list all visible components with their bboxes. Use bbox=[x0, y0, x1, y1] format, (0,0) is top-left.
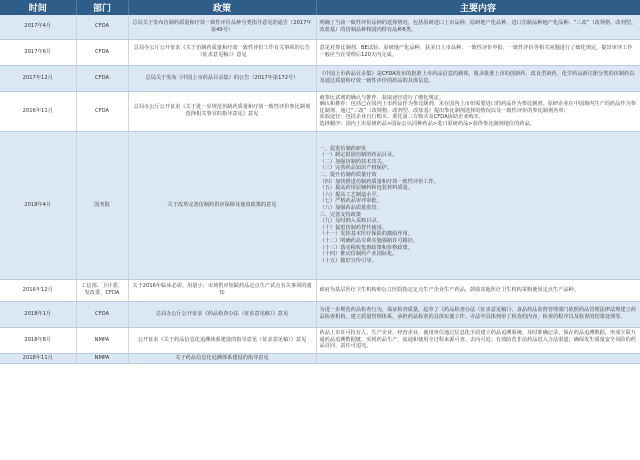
cell-time: 2018年1月 bbox=[0, 301, 76, 327]
cell-content bbox=[316, 353, 640, 363]
cell-content: 政府为基层医疗卫生机构和公立医院指定定点生产企业生产药品，鼓励其他医疗卫生机构采购使用定点生产品种。 bbox=[316, 279, 640, 301]
table-header bbox=[0, 0, 640, 15]
table-row bbox=[0, 65, 640, 91]
table-row bbox=[0, 279, 640, 301]
cell-policy: 总局办公厅公开征求《关于仿制药质量和疗效一致性评价工作有关事项的公告（征求意见稿）》意见 bbox=[128, 39, 316, 65]
cell-policy: 总局办公厅公开征求《关于进一步规范仿制药质量和疗效一致性评价参比制剂选择相关事宜的指导意见》意见 bbox=[128, 91, 316, 131]
header-department: 部门 bbox=[76, 0, 128, 15]
table-row bbox=[0, 131, 640, 279]
cell-policy: 关于药品信息化追溯体系建设的指导意见 bbox=[128, 353, 316, 363]
cell-department: CFDA bbox=[76, 15, 128, 39]
cell-time: 2016年12月 bbox=[0, 279, 76, 301]
cell-policy: 公开征求《关于药品信息化追溯体系建设的指导意见（征求意见稿）》意见 bbox=[128, 327, 316, 353]
cell-department: CFDA bbox=[76, 91, 128, 131]
header-content: 主要内容 bbox=[316, 0, 640, 15]
cell-policy: 总局关于发布《中国上市药品目录集》的公告（2017年第172号） bbox=[128, 65, 316, 91]
cell-policy: 关于2016年临床必需、用量小、市场供应短缺药品定点生产试点有关事项的通知 bbox=[128, 279, 316, 301]
cell-content: 药品上市许可持有人、生产企业、经营企业、使用单位通过信息化手段建立药品追溯系统，及时准确记录、保存药品追溯数据，形成互联互通药品追溯数据链，实现药品生产、流通和使用全过程来源可查、去向可追；有效防范非法药品进入合法渠道；确保发生质量安全风险的药品召回、责任可追究。 bbox=[316, 327, 640, 353]
cell-department: 工信部、卫计委、发改委、CFDA bbox=[76, 279, 128, 301]
cell-department: NMPA bbox=[76, 353, 128, 363]
cell-time: 2018年11月 bbox=[0, 353, 76, 363]
cell-content: 就参比试剂的确认与推荐、获取途径进行了细化规定。 确认和推荐：包括已在国内上市药品作为参比制剂、未在国内上市但需要进口的药品作为参比制剂、原研企业在中国境内生产的药品作为参比制剂、通过“三改”（改规格、改剂型、改盐基）提出参比制剂选择的情况以及一致性评价的参比制剂名单； 获取途径：包括企业自行购买、委托第三方购买及CFDA协助企业购买。 选择顺序：国内上市原研药品>国际公认同种药品>进口原研药品>获得参比制剂地位的药品。 bbox=[316, 91, 640, 131]
header-time: 时间 bbox=[0, 0, 76, 15]
table-row bbox=[0, 301, 640, 327]
table-row bbox=[0, 353, 640, 363]
header-policy: 政策 bbox=[128, 0, 316, 15]
cell-department: CFDA bbox=[76, 39, 128, 65]
table-row bbox=[0, 15, 640, 39]
cell-department: 国务院 bbox=[76, 131, 128, 279]
cell-content: 明确了当前一致性评价品种的选择情况，包括原研进口上市品种、原研地产化品种、进口仿制品种地产化品种、“三改”（改规格、改剂型、改盐基）的仿制品种和国内特有品种6类。 bbox=[316, 15, 640, 39]
cell-time: 2017年12月 bbox=[0, 65, 76, 91]
cell-content: 为进一步规范药品检查行为，保证检查质量，起草了《药品检查办法（征求意见稿）》，食品药品监督管理部门依照药品管理法律法规建立药品检查机构，建立质量管理体系，承担药品检查的具体实施工作。办法中具体列举了检查的内容、检查的程序以及检查的结果处理等。 bbox=[316, 301, 640, 327]
cell-time: 2018年4月 bbox=[0, 131, 76, 279]
cell-time: 2018年8月 bbox=[0, 327, 76, 353]
cell-policy: 总局关于发布仿制药质量和疗效一致性评价品种分类指导意见的通告（2017年第49号） bbox=[128, 15, 316, 39]
cell-policy: 关于改革完善仿制药供应保障及使用政策的意见 bbox=[128, 131, 316, 279]
cell-department: CFDA bbox=[76, 301, 128, 327]
table-row bbox=[0, 327, 640, 353]
cell-department: NMPA bbox=[76, 327, 128, 353]
cell-time: 2017年4月 bbox=[0, 15, 76, 39]
cell-time: 2017年6月 bbox=[0, 39, 76, 65]
cell-time: 2016年11月 bbox=[0, 91, 76, 131]
table-row bbox=[0, 39, 640, 65]
table-row bbox=[0, 91, 640, 131]
cell-department: CFDA bbox=[76, 65, 128, 91]
cell-policy: 总局办公厅公开征求《药品检查办法（征求意见稿）》意见 bbox=[128, 301, 316, 327]
cell-content: 《中国上市药品目录集》是CFDA发布的批准上市药品信息的载体，收录批准上市的创新药、改良型新药、化学药品新注册分类的仿制药以及通过质量和疗效一致性评价的药品的具体信息。 bbox=[316, 65, 640, 91]
cell-content: 意见对参比制剂、BE试验、原研地产化品种、获美日上市品种、一致性评价申报、一致性评价等相关问题进行了细化规定，提出审评工作一般应当在受理后120天内完成。 bbox=[316, 39, 640, 65]
cell-content: 一、促进仿制药研发 （一）制定鼓励仿制的药品目录。 （二）加强仿制药技术攻关。 （三）完善药品知识产权保护。 二、提升仿制药质量疗效 （四）加快推进仿制药质量和疗效一致性评价工作。 （五）提高药用原辅料和包装材料质量。 （六）提高工艺制造水平。 （七）严格药品审评审批。 （八）加强药品质量监管。 三、完善支持政策 （九）及时纳入采购目录。 （十）促进仿制药替代使用。 （十一）发挥基本医疗保险的激励作用。 （十二）明确药品专利实施强制许可路径。 （十三）落实税收优惠政策和价格政策。 （十四）推动仿制药产业国际化。 （十五）做好宣传引导。 bbox=[316, 131, 640, 279]
